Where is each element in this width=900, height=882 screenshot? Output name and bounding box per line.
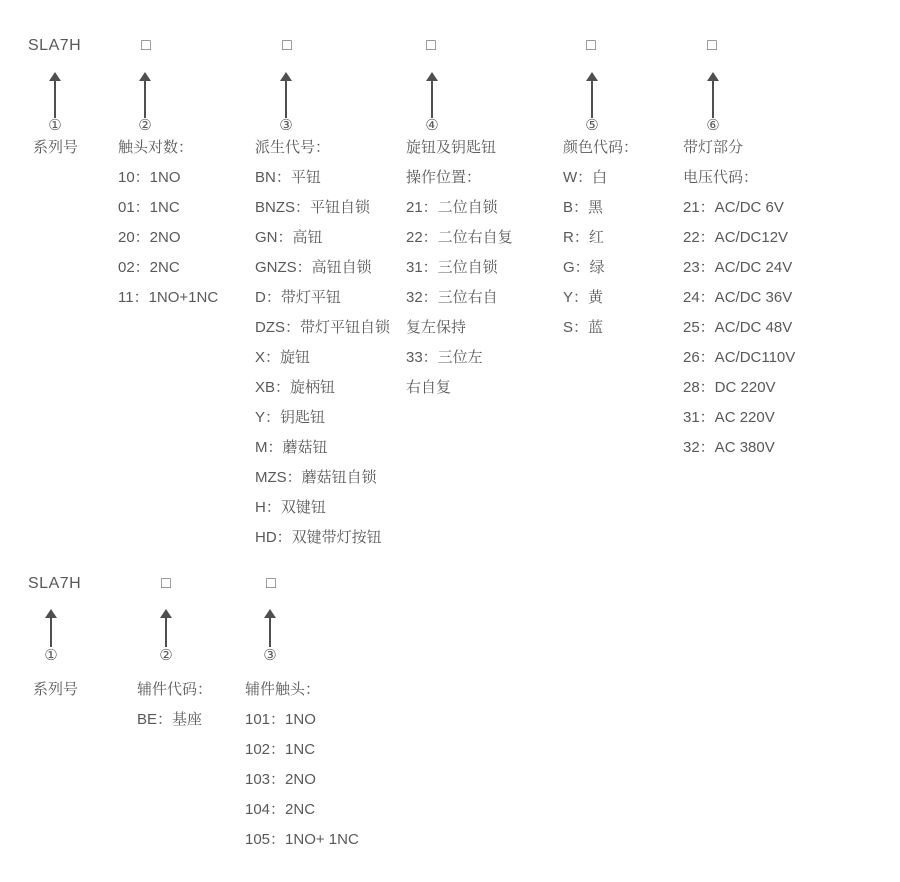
up-arrow-icon xyxy=(139,72,151,118)
text-line: D：带灯平钮 xyxy=(255,289,341,306)
legend-contact-pairs xyxy=(118,133,218,313)
text-line: 102：1NC xyxy=(245,741,316,758)
text-line: 颜色代码： xyxy=(563,139,639,156)
up-arrow-icon xyxy=(49,72,61,118)
text-line: DZS：带灯平钮自锁 xyxy=(255,319,391,336)
text-line: 带灯部分 xyxy=(683,139,744,156)
text-line: MZS：蘑菇钮自锁 xyxy=(255,469,377,486)
text-line: B：黑 xyxy=(563,199,604,216)
up-arrow-icon xyxy=(426,72,438,118)
placeholder-box-icon: □ xyxy=(141,37,151,54)
text-line: 20：2NO xyxy=(118,229,181,246)
text-line: 01：1NC xyxy=(118,199,180,216)
up-arrow-icon xyxy=(264,609,276,647)
text-line: 旋钮及钥匙钮 xyxy=(406,139,497,156)
text-line: 33：三位左 xyxy=(406,349,483,366)
series-code: SLA7H xyxy=(28,37,82,54)
step-number-4: ④ xyxy=(425,117,439,134)
step-number-2: ② xyxy=(159,647,173,664)
up-arrow-icon xyxy=(586,72,598,118)
text-line: 32：AC 380V xyxy=(683,439,775,456)
text-line: 派生代号： xyxy=(255,139,331,156)
step-number-5: ⑤ xyxy=(585,117,599,134)
up-arrow-icon xyxy=(280,72,292,118)
text-line: BNZS：平钮自锁 xyxy=(255,199,371,216)
step-number-3: ③ xyxy=(263,647,277,664)
step-number-6: ⑥ xyxy=(706,117,720,134)
text-line: 22：AC/DC12V xyxy=(683,229,789,246)
text-line: 02：2NC xyxy=(118,259,180,276)
legend-derived-codes xyxy=(255,133,390,553)
text-line: 系列号 xyxy=(33,139,79,156)
text-line: 21：二位自锁 xyxy=(406,199,498,216)
text-line: 触头对数： xyxy=(118,139,194,156)
text-line: 101：1NO xyxy=(245,711,316,728)
text-line: BE：基座 xyxy=(137,711,203,728)
text-line: 复左保持 xyxy=(406,319,467,336)
legend-operating-positions xyxy=(406,133,513,403)
text-line: BN：平钮 xyxy=(255,169,321,186)
text-line: 26：AC/DC110V xyxy=(683,349,796,366)
legend-accessory-code xyxy=(137,675,212,735)
text-line: 21：AC/DC 6V xyxy=(683,199,784,216)
text-line: 32：三位右自 xyxy=(406,289,498,306)
text-line: 24：AC/DC 36V xyxy=(683,289,793,306)
step-number-1: ① xyxy=(48,117,62,134)
text-line: W：白 xyxy=(563,169,608,186)
legend-series-number xyxy=(33,675,78,705)
text-line: 22：二位右自复 xyxy=(406,229,513,246)
text-line: GN：高钮 xyxy=(255,229,323,246)
text-line: 23：AC/DC 24V xyxy=(683,259,793,276)
up-arrow-icon xyxy=(160,609,172,647)
text-line: 31：三位自锁 xyxy=(406,259,498,276)
placeholder-box-icon: □ xyxy=(426,37,436,54)
step-number-2: ② xyxy=(138,117,152,134)
text-line: 右自复 xyxy=(406,379,452,396)
text-line: 105：1NO+ 1NC xyxy=(245,831,359,848)
text-line: 电压代码： xyxy=(683,169,759,186)
text-line: Y：黄 xyxy=(563,289,604,306)
legend-accessory-contacts xyxy=(245,675,359,855)
text-line: 25：AC/DC 48V xyxy=(683,319,793,336)
text-line: XB：旋柄钮 xyxy=(255,379,336,396)
series-code: SLA7H xyxy=(28,575,82,592)
step-number-1: ① xyxy=(44,647,58,664)
placeholder-box-icon: □ xyxy=(161,575,171,592)
text-line: 辅件代码： xyxy=(137,681,213,698)
text-line: M：蘑菇钮 xyxy=(255,439,328,456)
step-number-3: ③ xyxy=(279,117,293,134)
text-line: Y：钥匙钮 xyxy=(255,409,326,426)
text-line: X：旋钮 xyxy=(255,349,311,366)
text-line: 辅件触头： xyxy=(245,681,321,698)
legend-color-codes xyxy=(563,133,638,343)
up-arrow-icon xyxy=(45,609,57,647)
text-line: 104：2NC xyxy=(245,801,316,818)
placeholder-box-icon: □ xyxy=(266,575,276,592)
text-line: 系列号 xyxy=(33,681,79,698)
text-line: G：绿 xyxy=(563,259,605,276)
text-line: 11：1NO+1NC xyxy=(118,289,219,306)
placeholder-box-icon: □ xyxy=(586,37,596,54)
text-line: 操作位置： xyxy=(406,169,482,186)
text-line: S：蓝 xyxy=(563,319,604,336)
text-line: GNZS：高钮自锁 xyxy=(255,259,372,276)
text-line: 10：1NO xyxy=(118,169,181,186)
text-line: 103：2NO xyxy=(245,771,316,788)
text-line: 31：AC 220V xyxy=(683,409,775,426)
text-line: H：双键钮 xyxy=(255,499,326,516)
text-line: R：红 xyxy=(563,229,604,246)
up-arrow-icon xyxy=(707,72,719,118)
text-line: 28：DC 220V xyxy=(683,379,776,396)
placeholder-box-icon: □ xyxy=(707,37,717,54)
legend-voltage-codes xyxy=(683,133,795,463)
placeholder-box-icon: □ xyxy=(282,37,292,54)
legend-series-number xyxy=(33,133,78,163)
text-line: HD：双键带灯按钮 xyxy=(255,529,382,546)
